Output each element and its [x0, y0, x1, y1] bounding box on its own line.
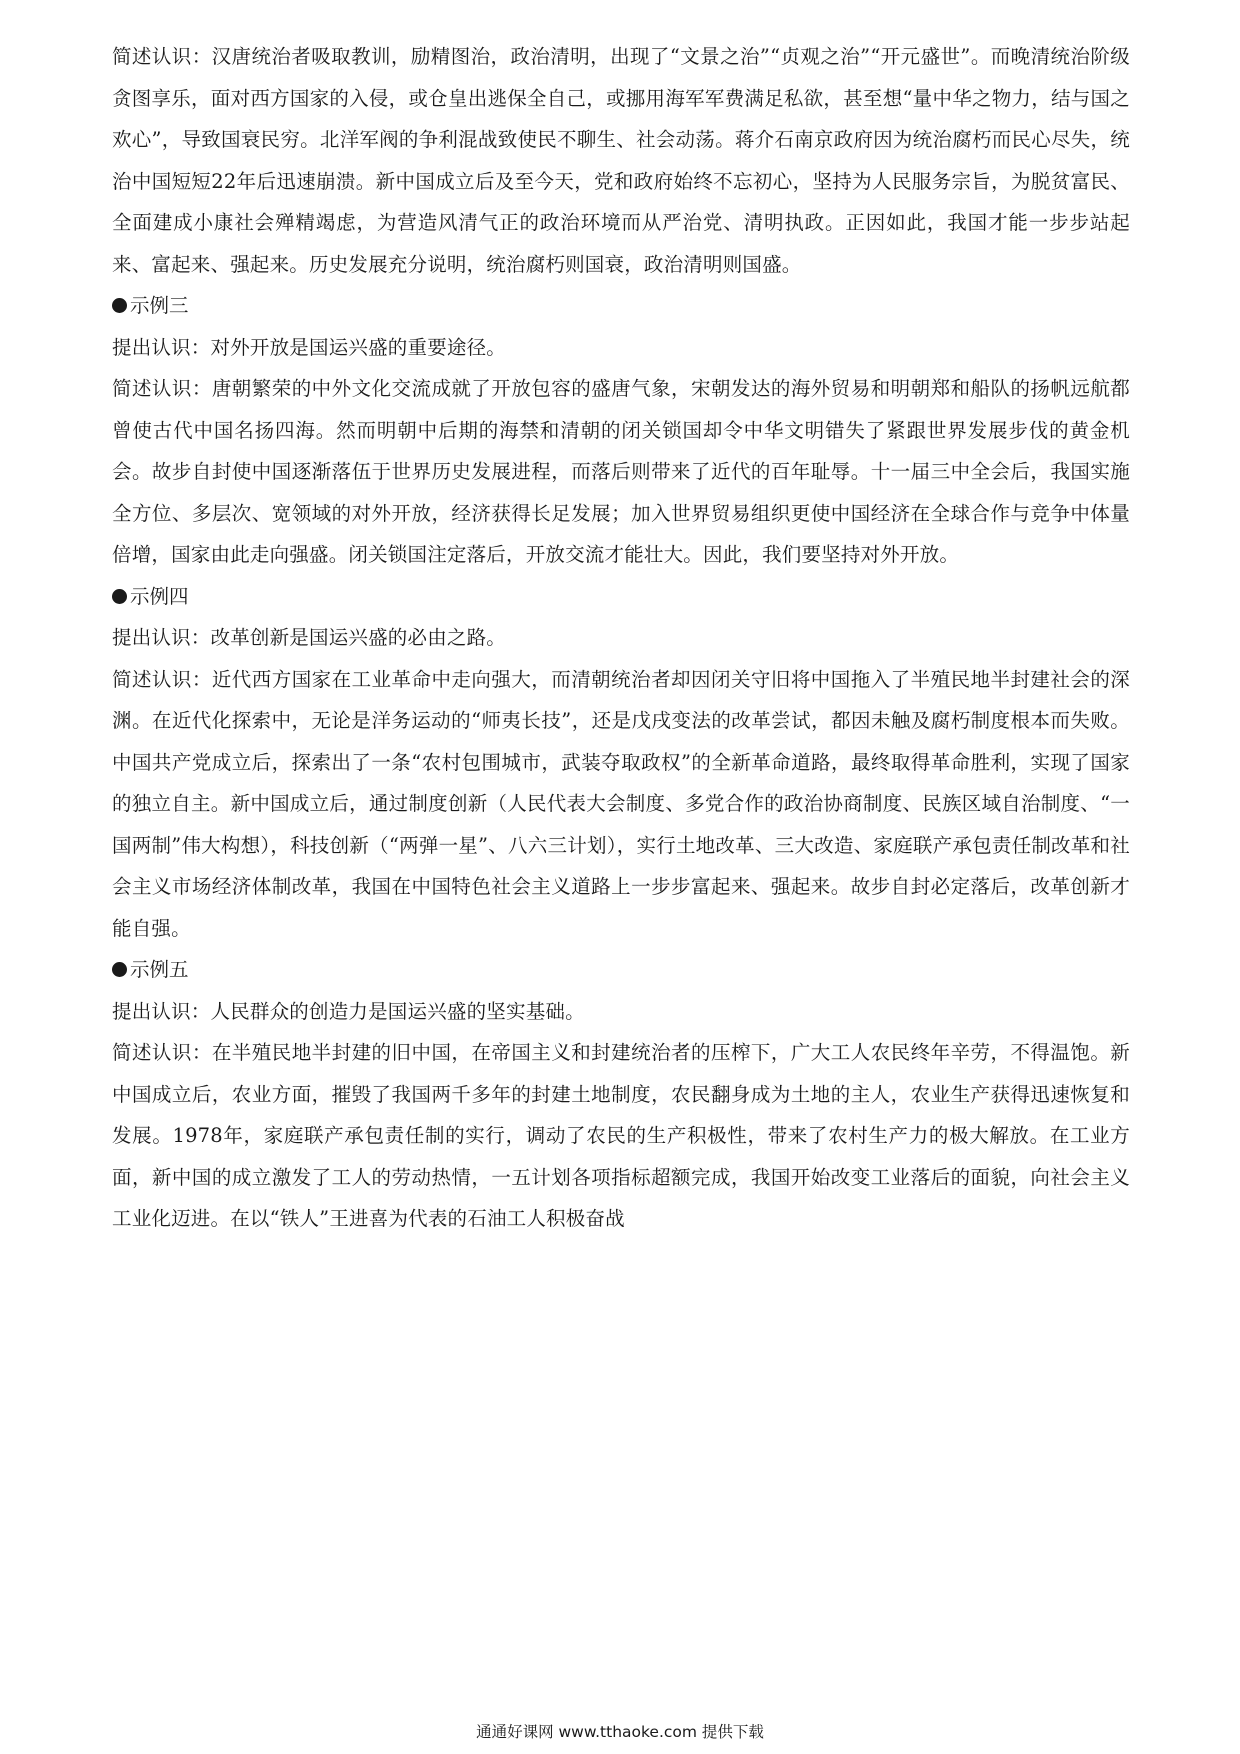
- example-3-heading-text: 示例三: [130, 294, 189, 317]
- example-4-claim: 提出认识：改革创新是国运兴盛的必由之路。: [112, 626, 507, 649]
- example-3-analysis: 简述认识：唐朝繁荣的中外文化交流成就了开放包容的盛唐气象，宋朝发达的海外贸易和明朝郑和船队的扬帆远航都曾使古代中国名扬四海。然而明朝中后期的海禁和清朝的闭关锁国却令中华文明错失了紧跟世界发展步伐的黄金机会。故步自封使中国逐渐落伍于世界历史发展进程，而落后则带来了近代的百年耻辱。十一届三中全会后，我国实施全方位、多层次、宽领域的对外开放，经济获得长足发展；加入世界贸易组织更使中国经济在全球合作与竞争中体量倍增，国家由此走向强盛。闭关锁国注定落后，开放交流才能壮大。因此，我们要坚持对外开放。: [112, 377, 1130, 566]
- example-5-heading-text: 示例五: [130, 958, 189, 981]
- example-5-heading: [112, 949, 1130, 991]
- example-5-claim: 提出认识：人民群众的创造力是国运兴盛的坚实基础。: [112, 999, 585, 1023]
- example-3-heading: [112, 285, 1130, 327]
- example-5-analysis: 简述认识：在半殖民地半封建的旧中国，在帝国主义和封建统治者的压榨下，广大工人农民终年辛劳，不得温饱。新中国成立后，农业方面，摧毁了我国两千多年的封建土地制度，农民翻身成为土地的主人，农业生产获得迅速恢复和发展。1978年，家庭联产承包责任制的实行，调动了农民的生产积极性，带来了农村生产力的极大解放。在工业方面，新中国的成立激发了工人的劳动热情，一五计划各项指标超额完成，我国开始改变工业落后的面貌，向社会主义工业化迈进。在以“铁人”王进喜为代表的石油工人积极奋战: [112, 1041, 1130, 1230]
- bullet-icon: [112, 589, 127, 604]
- document-body: [112, 36, 1130, 1240]
- bullet-icon: [112, 298, 127, 313]
- paragraph-governance-analysis: 简述认识：汉唐统治者吸取教训，励精图治，政治清明，出现了“文景之治”“贞观之治”“开元盛世”。而晚清统治阶级贪图享乐，面对西方国家的入侵，或仓皇出逃保全自己，或挪用海军军费满足私欲，甚至想“量中华之物力，结与国之欢心”，导致国衰民穷。北洋军阀的争利混战致使民不聊生、社会动荡。蒋介石南京政府因为统治腐朽而民心尽失，统治中国短短22年后迅速崩溃。新中国成立后及至今天，党和政府始终不忘初心，坚持为人民服务宗旨，为脱贫富民、全面建成小康社会殚精竭虑，为营造风清气正的政治环境而从严治党、清明执政。正因如此，我国才能一步步站起来、富起来、强起来。历史发展充分说明，统治腐朽则国衰，政治清明则国盛。: [112, 45, 1130, 276]
- bullet-icon: [112, 962, 127, 977]
- example-4-heading: [112, 576, 1130, 618]
- example-3-claim: 提出认识：对外开放是国运兴盛的重要途径。: [112, 335, 507, 359]
- page-footer: 通通好课网 www.tthaoke.com 提供下载: [476, 1723, 764, 1741]
- example-4-heading-text: 示例四: [130, 584, 189, 608]
- example-4-analysis: 简述认识：近代西方国家在工业革命中走向强大，而清朝统治者却因闭关守旧将中国拖入了半殖民地半封建社会的深渊。在近代化探索中，无论是洋务运动的“师夷长技”，还是戊戌变法的改革尝试，都因未触及腐朽制度根本而失败。中国共产党成立后，探索出了一条“农村包围城市，武装夺取政权”的全新革命道路，最终取得革命胜利，实现了国家的独立自主。新中国成立后，通过制度创新（人民代表大会制度、多党合作的政治协商制度、民族区域自治制度、“一国两制”伟大构想），科技创新（“两弹一星”、八六三计划），实行土地改革、三大改造、家庭联产承包责任制改革和社会主义市场经济体制改革，我国在中国特色社会主义道路上一步步富起来、强起来。故步自封必定落后，改革创新才能自强。: [112, 667, 1130, 940]
